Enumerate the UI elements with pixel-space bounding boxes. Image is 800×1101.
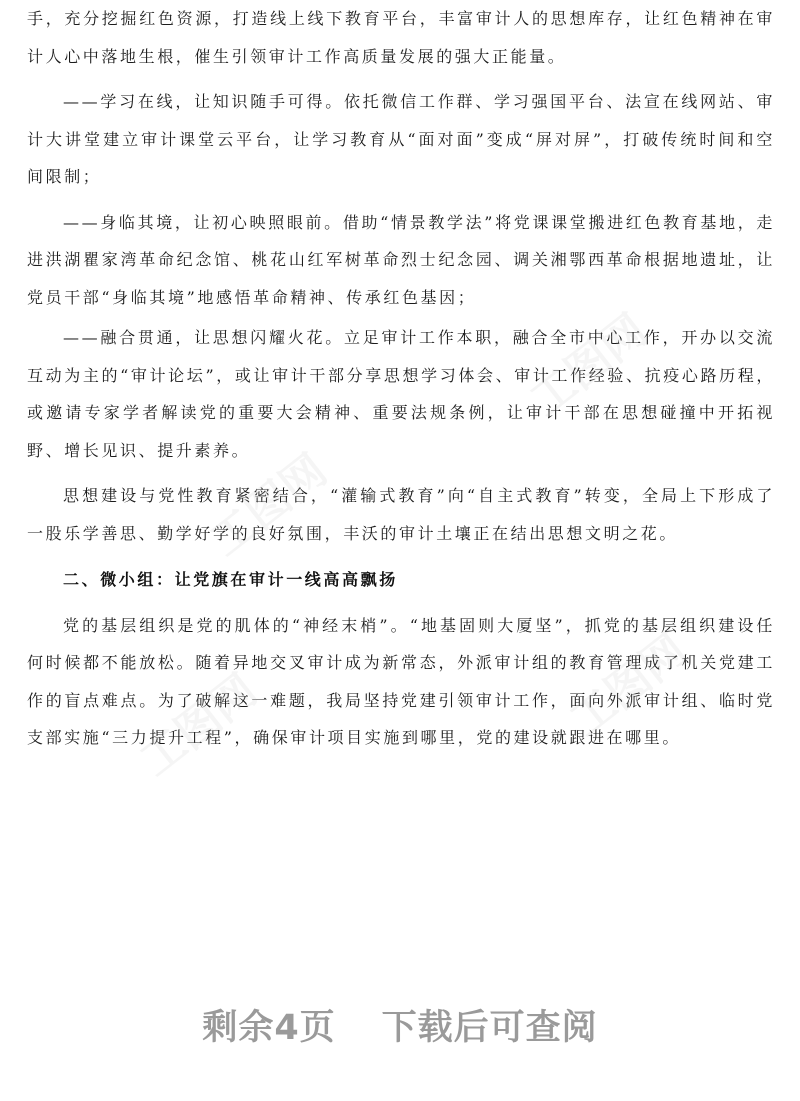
- section-heading: 二、微小组：让党旗在审计一线高高飘扬: [63, 570, 398, 589]
- watermark: 工图网: [201, 444, 337, 567]
- watermark: 工图网: [131, 664, 267, 787]
- remaining-pages-text: 剩余4页: [202, 1008, 336, 1048]
- paragraph-grassroots: 党的基层组织是党的肌体的“神经末梢”。“地基固则大厦坚”，抓党的基层组织建设任何时候都不能放松。随着异地交叉审计成为新常态，外派审计组的教育管理成了机关党建工作的盲点难点。为了破解这一难题，我局坚持党建引领审计工作，面向外派审计组、临时党支部实施“三力提升工程”，确保审计项目实施到哪里，党的建设就跟进在哪里。: [27, 615, 775, 747]
- document-body: [27, 0, 775, 757]
- watermark: 工图网: [521, 304, 657, 427]
- paragraph-intro-continuation: 手，充分挖掘红色资源，打造线上线下教育平台，丰富审计人的思想库存，让红色精神在审计人心中落地生根，催生引领审计工作高质量发展的强大正能量。: [27, 9, 775, 66]
- paragraph-summary: 思想建设与党性教育紧密结合，“灌输式教育”向“自主式教育”转变，全局上下形成了一股乐学善思、勤学好学的良好氛围，丰沃的审计土壤正在结出思想文明之花。: [27, 486, 775, 543]
- watermark: 工图网: [561, 624, 697, 747]
- download-hint-text: 下载后可查阅: [381, 1008, 598, 1048]
- paragraph-learning-online: ——学习在线，让知识随手可得。依托微信工作群、学习强国平台、法宣在线网站、审计大讲堂建立审计课堂云平台，让学习教育从“面对面”变成“屏对屏”，打破传统时间和空间限制；: [27, 92, 775, 186]
- paragraph-integration: ——融合贯通，让思想闪耀火花。立足审计工作本职，融合全市中心工作，开办以交流互动为主的“审计论坛”，或让审计干部分享思想学习体会、审计工作经验、抗疫心路历程，或邀请专家学者解读党的重要大会精神、重要法规条例，让审计干部在思想碰撞中开拓视野、增长见识、提升素养。: [27, 328, 775, 460]
- paragraph-immersive: ——身临其境，让初心映照眼前。借助“情景教学法”将党课课堂搬进红色教育基地，走进洪湖瞿家湾革命纪念馆、桃花山红军树革命烈士纪念园、调关湘鄂西革命根据地遗址，让党员干部“身临其境”地感悟革命精神、传承红色基因；: [27, 212, 775, 307]
- remaining-pages-banner[interactable]: [0, 1000, 800, 1050]
